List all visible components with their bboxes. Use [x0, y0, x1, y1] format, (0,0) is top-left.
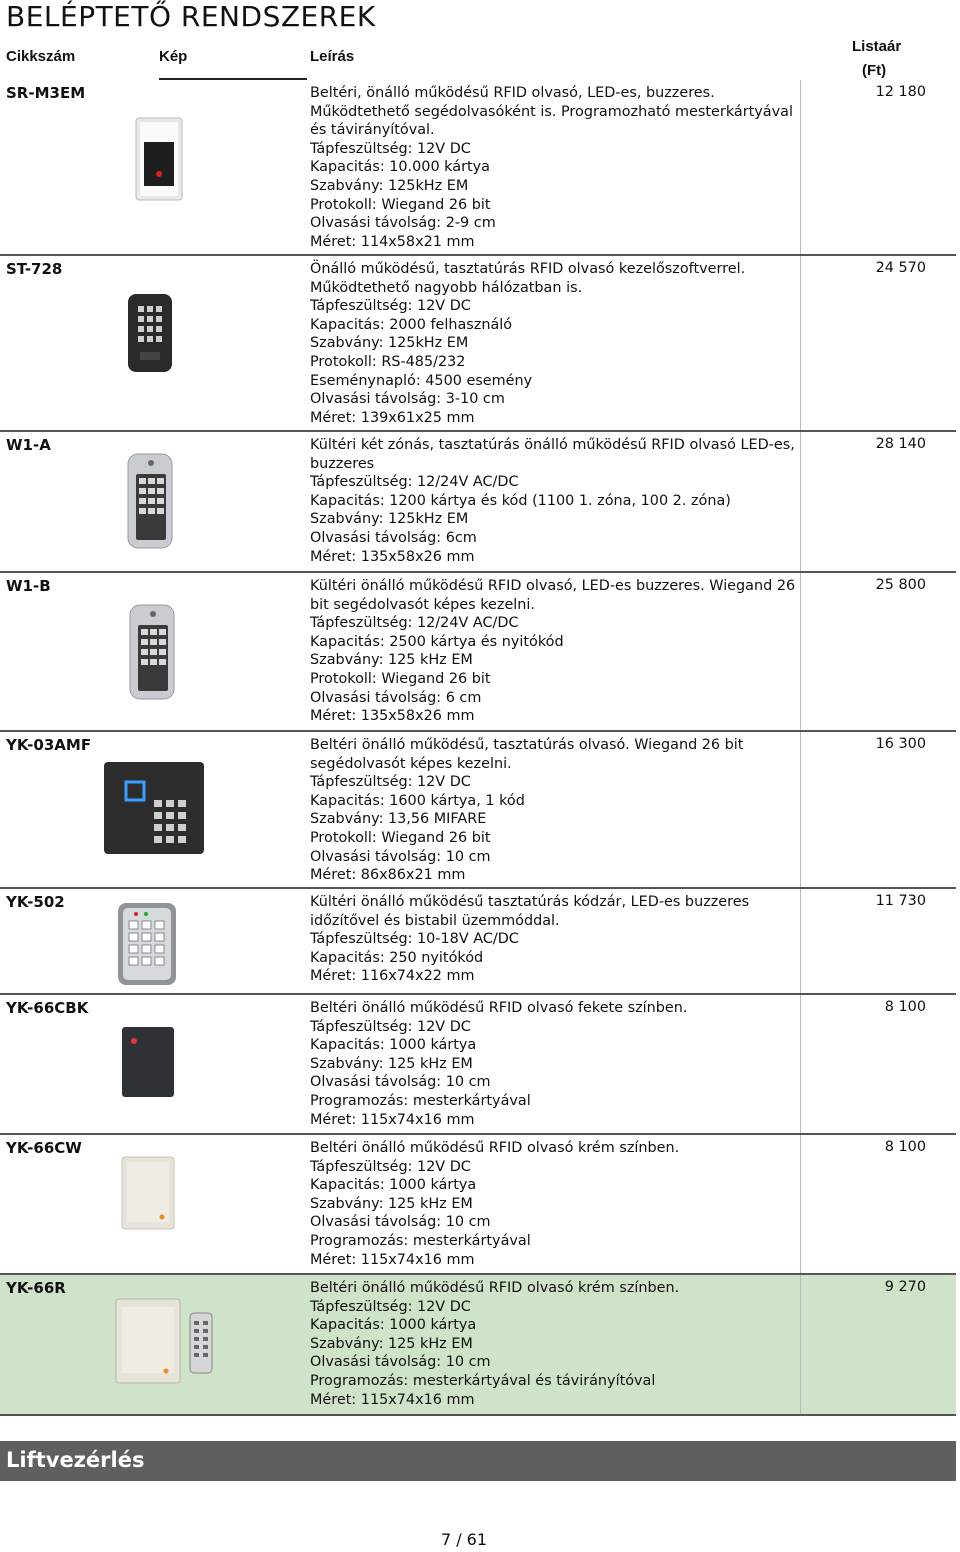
header-price: Listaár: [852, 38, 902, 55]
page-title: BELÉPTETŐ RENDSZEREK: [6, 0, 376, 33]
product-price: 11 730: [875, 893, 926, 909]
product-row: [0, 995, 956, 1135]
product-code: W1-B: [6, 577, 51, 595]
product-code: SR-M3EM: [6, 84, 86, 102]
product-code: YK-03AMF: [6, 736, 92, 754]
product-row: [0, 1135, 956, 1275]
product-row: [0, 732, 956, 889]
product-price: 8 100: [884, 1139, 926, 1155]
metal-keypad-reader-icon: [128, 603, 176, 701]
product-row: [0, 1275, 956, 1416]
product-code: ST-728: [6, 260, 63, 278]
page-number: 7 / 61: [440, 1530, 488, 1549]
black-keypad-reader-icon: [126, 292, 174, 374]
steel-keypad-lock-icon: [116, 901, 178, 987]
white-rfid-reader-icon: [134, 116, 186, 202]
product-price: 16 300: [875, 736, 926, 752]
column-divider: [800, 80, 801, 254]
header-price-unit: (Ft): [862, 62, 887, 79]
section-header: [0, 1441, 956, 1481]
product-description: Kültéri két zónás, tasztatúrás önálló működésű RFID olvasó LED-es, buzzeres Tápfeszültség: 12/24V AC/DC Kapacitás: 1200 kártya és kód (1100 1. zóna, 100 2. zóna) Szabvány: 125kHz EM Olvasási távolság: 6cm Méret: 135x58x26 mm: [310, 437, 795, 565]
column-divider: [800, 1135, 801, 1273]
product-price: 25 800: [875, 577, 926, 593]
header-code: Cikkszám: [6, 48, 76, 65]
product-description: Beltéri önálló működésű RFID olvasó krém színben. Tápfeszültség: 12V DC Kapacitás: 1000 kártya Szabvány: 125 kHz EM Olvasási távolság: 10 cm Programozás: mesterkártyával Méret: 115x74x16 mm: [310, 1140, 680, 1268]
product-code: YK-66CW: [6, 1139, 82, 1157]
product-code: YK-502: [6, 893, 65, 911]
section-title: Liftvezérlés: [6, 1448, 145, 1472]
product-description: Kültéri önálló működésű tasztatúrás kódzár, LED-es buzzeres időzítővel és bistabil üzemmóddal. Tápfeszültség: 10-18V AC/DC Kapacitás: 250 nyitókód Méret: 116x74x22 mm: [310, 894, 750, 985]
product-code: YK-66CBK: [6, 999, 89, 1017]
product-description: Kültéri önálló működésű RFID olvasó, LED-es buzzeres. Wiegand 26 bit segédolvasót képes kezelni. Tápfeszültség: 12/24V AC/DC Kapacitás: 2500 kártya és nyitókód Szabvány: 125 kHz EM Protokoll: Wiegand 26 bit Olvasási távolság: 6 cm Méret: 135x58x26 mm: [310, 578, 796, 725]
product-price: 9 270: [884, 1279, 926, 1295]
header-description: Leírás: [310, 48, 355, 65]
product-price: 28 140: [875, 436, 926, 452]
product-row: [0, 256, 956, 432]
product-price: 12 180: [875, 84, 926, 100]
product-row: [0, 889, 956, 995]
header-image: Kép: [159, 48, 188, 65]
column-divider: [800, 573, 801, 730]
product-description: Beltéri önálló működésű RFID olvasó fekete színben. Tápfeszültség: 12V DC Kapacitás: 1000 kártya Szabvány: 125 kHz EM Olvasási távolság: 10 cm Programozás: mesterkártyával Méret: 115x74x16 mm: [310, 1000, 688, 1128]
column-divider: [800, 995, 801, 1133]
black-square-keypad-reader-icon: [102, 760, 206, 856]
column-divider: [800, 432, 801, 571]
product-row: [0, 80, 956, 256]
column-divider: [800, 1275, 801, 1414]
product-description: Önálló működésű, tasztatúrás RFID olvasó kezelőszoftverrel. Működtethető nagyobb hálózatban is. Tápfeszültség: 12V DC Kapacitás: 2000 felhasználó Szabvány: 125kHz EM Protokoll: RS-485/232 Eseménynapló: 4500 esemény Olvasási távolság: 3-10 cm Méret: 139x61x25 mm: [310, 261, 746, 426]
metal-keypad-reader-icon: [126, 452, 174, 550]
product-price: 8 100: [884, 999, 926, 1015]
column-divider: [800, 732, 801, 887]
cream-rfid-reader-icon: [120, 1155, 176, 1231]
product-row: [0, 573, 956, 732]
cream-rfid-reader-with-remote-icon: [114, 1297, 218, 1387]
product-description: Beltéri, önálló működésű RFID olvasó, LED-es, buzzeres. Működtethető segédolvasóként is. Programozható mesterkártyával és távirányítóval. Tápfeszültség: 12V DC Kapacitás: 10.000 kártya Szabvány: 125kHz EM Protokoll: Wiegand 26 bit Olvasási távolság: 2-9 cm Méret: 114x58x21 mm: [310, 85, 793, 250]
product-row: [0, 432, 956, 573]
product-code: YK-66R: [6, 1279, 66, 1297]
product-description: Beltéri önálló működésű RFID olvasó krém színben. Tápfeszültség: 12V DC Kapacitás: 1000 kártya Szabvány: 125 kHz EM Olvasási távolság: 10 cm Programozás: mesterkártyával és távirányítóval Méret: 115x74x16 mm: [310, 1280, 680, 1408]
column-divider: [800, 889, 801, 993]
product-price: 24 570: [875, 260, 926, 276]
black-rfid-reader-icon: [120, 1025, 176, 1099]
product-description: Beltéri önálló működésű, tasztatúrás olvasó. Wiegand 26 bit segédolvasót képes kezelni. Tápfeszültség: 12V DC Kapacitás: 1600 kártya, 1 kód Szabvány: 13,56 MIFARE Protokoll: Wiegand 26 bit Olvasási távolság: 10 cm Méret: 86x86x21 mm: [310, 737, 744, 884]
product-code: W1-A: [6, 436, 51, 454]
column-divider: [800, 256, 801, 430]
